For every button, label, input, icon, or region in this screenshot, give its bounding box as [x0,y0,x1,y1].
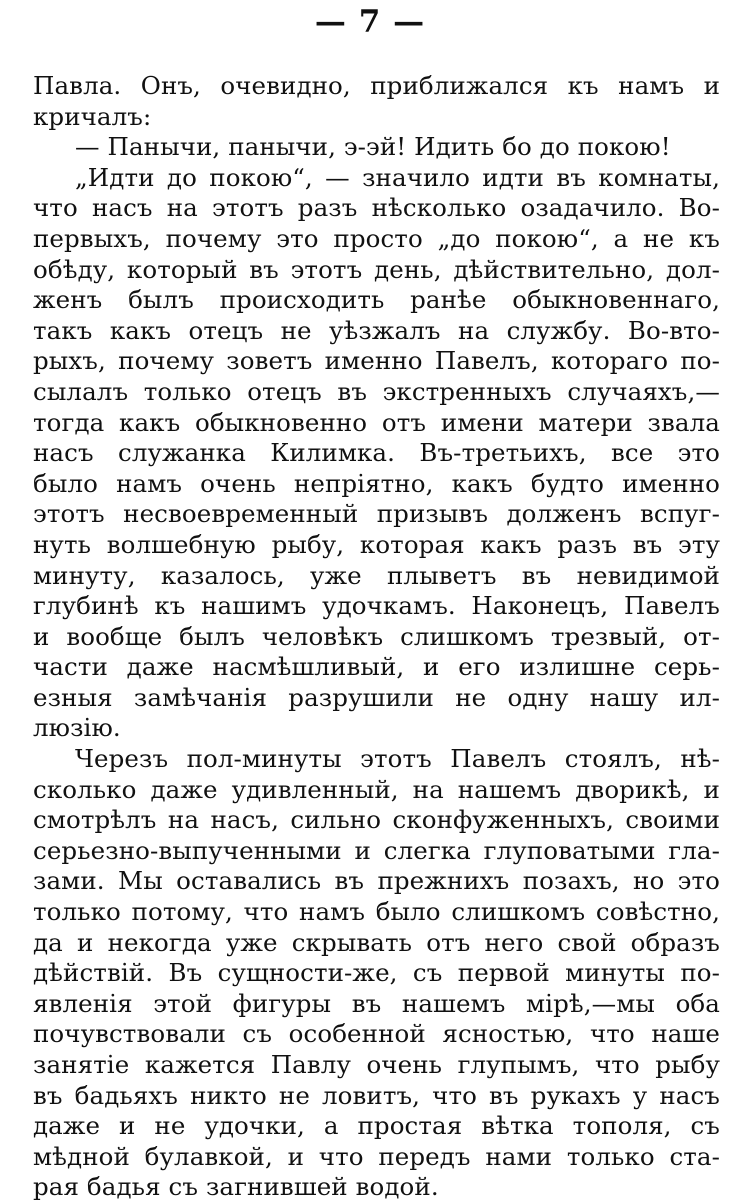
text-line: сылалъ только отецъ въ экстренныхъ случаяхъ,— [33,376,720,406]
page-number: — 7 — [314,4,426,40]
text-line: занятіе кажется Павлу очень глупымъ, что рыбу [33,1050,720,1079]
text-line: — Панычи, панычи, э-эй! Идить бо до покою! [75,132,671,162]
text-line: насъ служанка Килимка. Въ-третьихъ, все это [33,438,720,468]
text-line: люзію. [33,713,121,743]
text-line: езныя замѣчанія разрушили не одну нашу ил- [33,682,720,712]
text-line: части даже насмѣшливый, и его излишне серь- [33,652,720,682]
text-line: смотрѣлъ на насъ, сильно сконфуженныхъ, своими [33,805,720,835]
text-line: глубинѣ къ нашимъ удочкамъ. Наконецъ, Павелъ [33,591,720,621]
text-line: да и некогда уже скрывать отъ него свой образъ [33,927,720,957]
text-line: явленія этой фигуры въ нашемъ мірѣ,—мы оба [33,988,720,1018]
text-line: было намъ очень непріятно, какъ будто именно [33,468,720,498]
text-line: что насъ на этотъ разъ нѣсколько озадачило. Во- [33,193,720,223]
text-line: сколько даже удивленный, на нашемъ дворикѣ, и [33,774,720,804]
text-line: почувствовали съ особенной ясностью, что наше [33,1019,720,1049]
text-line: кричалъ: [33,101,152,131]
text-line: мѣдной булавкой, и что передъ нами только ста- [33,1141,720,1171]
text-line: даже и не удочки, а простая вѣтка тополя, съ [33,1111,720,1141]
text-line: обѣду, который въ этотъ день, дѣйствительно, дол- [33,254,720,284]
text-line: и вообще былъ человѣкъ слишкомъ трезвый, от- [33,621,720,651]
text-line: только потому, что намъ было слишкомъ совѣстно, [33,897,720,927]
text-line: Черезъ пол-минуты этотъ Павелъ стоялъ, нѣ- [75,744,720,774]
text-line: „Идти до покою“, — значило идти въ комнаты, [75,162,720,192]
text-line: въ бадьяхъ никто не ловитъ, что въ рукахъ у насъ [33,1080,720,1110]
text-line: минуту, казалось, уже плыветъ въ невидимой [33,560,720,590]
text-line: дѣйствій. Въ сущности-же, съ первой минуты по- [33,958,720,988]
body-text [33,71,720,1203]
text-line: серьезно-выпученными и слегка глуповатыми гла- [33,835,720,865]
text-line: рая бадья съ загнившей водой. [33,1172,439,1202]
text-line: Павла. Онъ, очевидно, приближался къ намъ и [33,71,720,100]
text-line: первыхъ, почему это просто „до покою“, а не къ [33,223,720,253]
text-line: тогда какъ обыкновенно отъ имени матери звала [33,407,720,437]
text-line: нуть волшебную рыбу, которая какъ разъ въ эту [33,529,720,559]
text-line: зами. Мы оставались въ прежнихъ позахъ, но это [33,866,720,896]
text-line: этотъ несвоевременный призывъ долженъ вспуг- [33,499,720,529]
text-line: женъ былъ происходить ранѣе обыкновеннаго, [33,285,720,315]
text-line: рыхъ, почему зоветъ именно Павелъ, котораго по- [33,346,720,376]
text-line: такъ какъ отецъ не уѣзжалъ на службу. Во-вто- [33,315,720,345]
